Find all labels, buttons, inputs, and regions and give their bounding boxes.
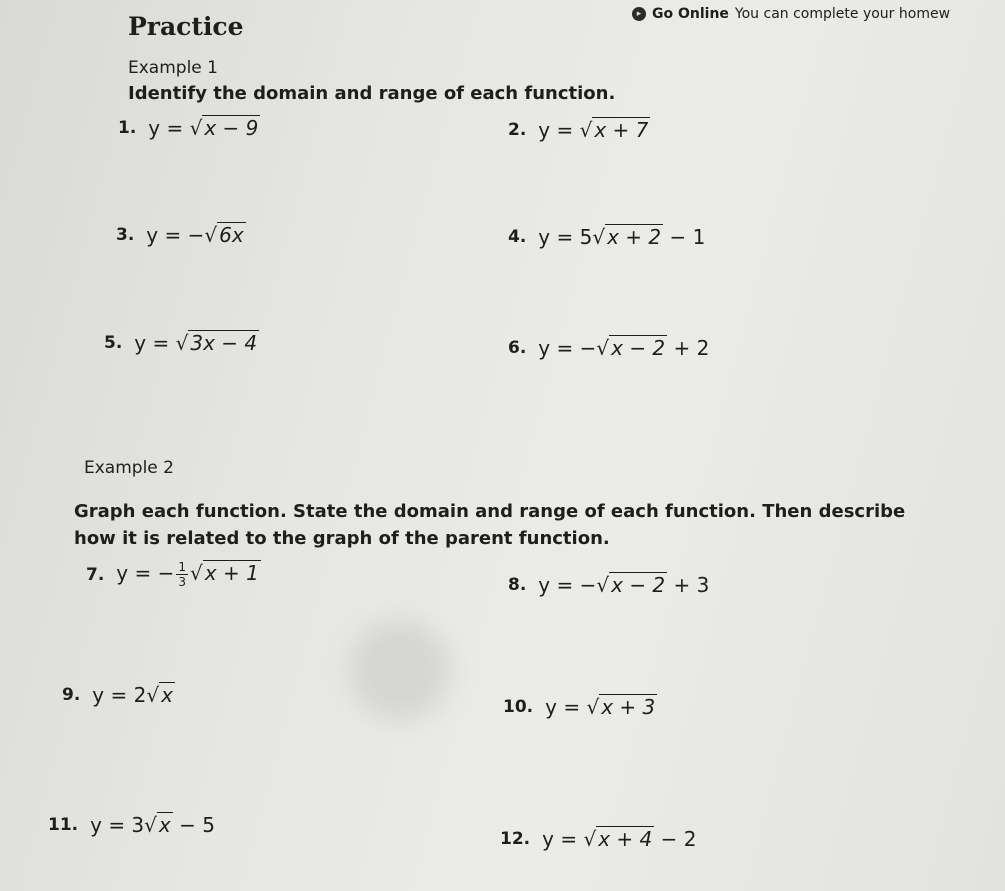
- eq-suffix: − 1: [663, 225, 706, 249]
- problem-6: 6. y = − √ x − 2 + 2: [508, 336, 710, 360]
- paper-smudge: [350, 620, 450, 720]
- problem-12: 12. y = √ x + 4 − 2: [500, 827, 697, 851]
- fraction-numerator: 1: [178, 560, 187, 574]
- fraction-denominator: 3: [178, 575, 187, 589]
- problem-number: 12.: [500, 828, 531, 849]
- fraction: [176, 560, 188, 589]
- problem-5: 5. y = √ 3x − 4: [104, 331, 258, 355]
- problem-number: 10.: [503, 696, 534, 717]
- example-1-instruction: Identify the domain and range of each function.: [128, 83, 616, 104]
- eq-suffix: − 5: [172, 813, 215, 837]
- radicand: x + 2: [607, 225, 662, 249]
- eq-prefix: y = −: [538, 573, 597, 597]
- problem-2: 2. y = √ x + 7: [508, 118, 649, 142]
- radicand: x + 4: [598, 827, 653, 851]
- radicand: x + 1: [204, 561, 259, 585]
- radicand: x + 3: [601, 695, 656, 719]
- eq-prefix: y = 3: [90, 813, 145, 837]
- eq-prefix: y =: [148, 116, 190, 140]
- problem-number: 5.: [104, 332, 123, 353]
- eq-prefix: y =: [134, 331, 176, 355]
- eq-prefix: y = 5: [538, 225, 593, 249]
- eq-prefix: y = −: [146, 223, 205, 247]
- radicand: x − 2: [611, 573, 666, 597]
- eq-suffix: − 2: [654, 827, 697, 851]
- eq-prefix: y =: [545, 695, 587, 719]
- problem-1: 1. y = √ x − 9: [118, 116, 259, 140]
- problem-number: 8.: [508, 574, 527, 595]
- go-online-label: Go Online: [652, 6, 729, 22]
- radicand: 6x: [219, 223, 244, 247]
- problem-number: 6.: [508, 337, 527, 358]
- radicand: x: [161, 683, 173, 707]
- problem-9: 9. y = 2 √ x: [62, 683, 173, 707]
- go-online-banner[interactable]: [632, 6, 950, 22]
- go-online-text: You can complete your homew: [734, 6, 951, 22]
- problem-number: 7.: [86, 564, 105, 585]
- eq-suffix: + 3: [667, 573, 710, 597]
- eq-prefix: y = 2: [92, 683, 147, 707]
- radicand: x: [158, 813, 171, 837]
- problem-10: 10. y = √ x + 3: [503, 695, 656, 719]
- example-2-instruction-line-1: Graph each function. State the domain and range of each function. Then describe: [74, 501, 906, 522]
- eq-suffix: + 2: [667, 336, 710, 360]
- example-2-label: Example 2: [84, 458, 174, 478]
- eq-prefix: y =: [538, 118, 580, 142]
- problem-8: 8. y = − √ x − 2 + 3: [508, 573, 710, 597]
- eq-prefix: y = −: [116, 561, 175, 585]
- eq-prefix: y = −: [538, 336, 597, 360]
- problem-4: 4. y = 5 √ x + 2 − 1: [508, 225, 706, 249]
- problem-3: 3. y = − √ 6x: [116, 223, 244, 247]
- problem-number: 1.: [118, 117, 137, 138]
- problem-number: 4.: [508, 226, 527, 247]
- problem-11: 11. y = 3 √ x − 5: [48, 813, 215, 837]
- page-title: Practice: [128, 12, 244, 41]
- radicand: x + 7: [594, 118, 649, 142]
- radicand: x − 2: [611, 336, 666, 360]
- problem-number: 11.: [48, 814, 79, 835]
- problem-number: 9.: [62, 684, 81, 705]
- radicand: 3x − 4: [190, 331, 258, 355]
- radicand: x − 9: [204, 116, 259, 140]
- eq-prefix: y =: [542, 827, 584, 851]
- problem-number: 2.: [508, 119, 527, 140]
- example-2-instruction-line-2: how it is related to the graph of the parent function.: [74, 528, 610, 549]
- go-online-icon: ▸: [632, 7, 646, 21]
- example-1-label: Example 1: [128, 58, 218, 78]
- problem-7: 7. y = − $\frac{1}{3}$ √ x + 1: [86, 560, 259, 589]
- problem-number: 3.: [116, 224, 135, 245]
